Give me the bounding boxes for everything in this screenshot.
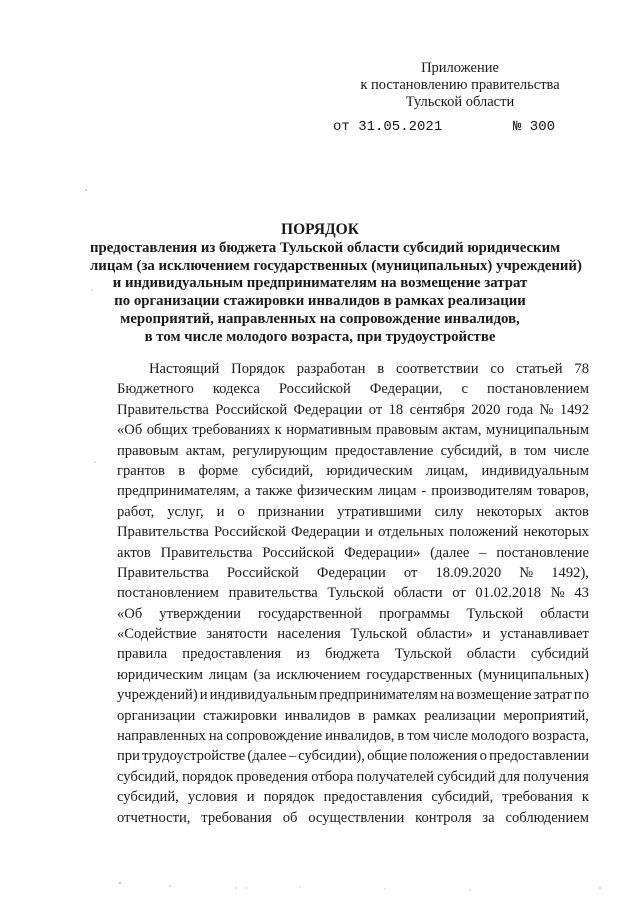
body-word: направленных xyxy=(117,728,206,745)
body-word: том xyxy=(523,442,547,459)
body-word: субсидий, xyxy=(431,789,494,806)
body-word: постановление xyxy=(496,544,589,561)
body-word: (муниципальных) xyxy=(478,666,589,683)
body-word: 2020 xyxy=(471,401,501,418)
body-word: «Об xyxy=(117,422,143,439)
body-word: по xyxy=(573,687,589,704)
body-word: – xyxy=(479,544,487,561)
body-word: отчетности, xyxy=(117,809,191,826)
body-word: в xyxy=(397,728,405,745)
body-word: порядок xyxy=(182,768,233,785)
body-word: Тульской xyxy=(394,646,452,663)
body-word: Российской xyxy=(262,544,335,561)
body-word: форме xyxy=(198,462,239,479)
body-line xyxy=(117,604,589,624)
title-subtitle-line: лицам (за исключением государственных (муниципальных) учреждений) xyxy=(90,257,582,274)
body-word: услуг, xyxy=(167,503,204,520)
body-word: стажировки xyxy=(203,707,277,724)
body-word: Российской xyxy=(213,524,286,541)
body-line xyxy=(117,481,589,501)
body-word: муниципальным xyxy=(485,422,589,439)
date-number-line xyxy=(333,119,568,135)
body-word: Правительства xyxy=(117,564,209,581)
body-word: соответствии xyxy=(396,361,479,377)
body-word: числе xyxy=(553,442,589,459)
body-word: предпринимателям, xyxy=(117,483,240,500)
body-word: лицам xyxy=(377,483,417,500)
body-word: и xyxy=(199,687,208,704)
body-word: осуществлении xyxy=(308,809,405,826)
appendix-line: Приложение xyxy=(421,60,499,76)
document-number: № 300 xyxy=(513,119,556,135)
body-word: на xyxy=(208,728,224,745)
title-subtitle-line: мероприятий, направленных на сопровождение инвалидов, xyxy=(120,310,520,327)
body-word: лицам xyxy=(208,666,248,683)
body-word: условия xyxy=(187,789,238,806)
body-word: регулирующим xyxy=(232,442,328,459)
body-word: положений xyxy=(449,524,519,541)
body-word: - xyxy=(421,483,427,500)
body-word: Настоящий xyxy=(149,361,220,377)
body-word: устанавливает xyxy=(500,626,589,643)
body-word: предоставлении xyxy=(489,748,589,765)
body-word: силу xyxy=(434,503,464,520)
body-word: – xyxy=(288,748,297,765)
body-word: Тульской xyxy=(327,585,385,602)
body-word: государственных xyxy=(366,666,473,683)
body-word: отдельных xyxy=(378,524,445,541)
body-word: Российской xyxy=(215,401,288,418)
body-word: юридическим xyxy=(117,666,204,683)
body-word: предпринимателям xyxy=(319,687,438,704)
body-paragraph xyxy=(117,359,589,828)
body-line xyxy=(117,644,589,664)
body-word: Тульской xyxy=(350,626,408,643)
body-word: Правительства xyxy=(160,544,253,561)
body-word: сентября xyxy=(409,401,465,418)
body-word: субсидий xyxy=(530,646,589,663)
body-word: положения xyxy=(409,748,478,765)
body-word: 18.09.2020 xyxy=(435,564,502,581)
body-word: от xyxy=(368,401,383,418)
body-word: постановлением xyxy=(117,585,219,602)
title-subtitle-line: предоставления из бюджета Тульской области субсидий юридическим xyxy=(90,239,561,256)
body-word: 43 xyxy=(574,585,589,602)
body-word: субсидий xyxy=(437,768,496,785)
body-word: рамках xyxy=(372,707,417,724)
body-word: субсидий, xyxy=(117,768,179,785)
body-word: правительства xyxy=(228,585,318,602)
body-word: возраста, xyxy=(532,728,589,745)
body-word: актов xyxy=(117,544,151,561)
body-word: трудоустройстве xyxy=(142,748,246,765)
body-word: организации xyxy=(117,707,196,724)
body-word: (далее xyxy=(247,748,287,765)
body-word: работ, xyxy=(117,503,155,520)
body-word: 1492 xyxy=(559,401,589,418)
body-line xyxy=(117,665,589,685)
body-word: № xyxy=(550,585,565,602)
body-word: в xyxy=(178,462,186,479)
body-word: отбора xyxy=(311,768,354,785)
body-word: 78 xyxy=(574,361,589,377)
body-word: статьей xyxy=(516,361,563,377)
body-word: предоставление xyxy=(334,442,434,459)
body-word: субсидии), xyxy=(298,748,365,765)
body-word: и xyxy=(365,524,373,541)
body-word: Порядок xyxy=(231,361,285,377)
body-word: контроля xyxy=(415,809,472,826)
body-word: учреждений) xyxy=(117,687,198,704)
body-line xyxy=(117,563,589,583)
body-word: грантов xyxy=(117,462,165,479)
body-word: субсидий, xyxy=(251,462,314,479)
body-word: некоторых xyxy=(523,524,589,541)
body-word: области xyxy=(393,585,443,602)
body-line xyxy=(117,787,589,807)
body-word: актов xyxy=(555,503,589,520)
body-word: проведения xyxy=(236,768,308,785)
body-word: лицам, xyxy=(425,462,469,479)
body-word: индивидуальным xyxy=(209,687,318,704)
body-word: об xyxy=(282,809,298,826)
body-line xyxy=(117,522,589,542)
body-line xyxy=(117,543,589,563)
body-word: Федерации xyxy=(291,524,360,541)
body-word: «Об xyxy=(117,605,143,622)
body-word: индивидуальным xyxy=(481,462,589,479)
body-line xyxy=(117,379,589,399)
body-line xyxy=(117,808,589,828)
body-word: в xyxy=(358,707,366,724)
body-word: исключением xyxy=(276,666,361,683)
body-word: 1492), xyxy=(551,564,589,581)
body-word: Тульской xyxy=(466,605,524,622)
body-word: утратившими xyxy=(337,503,422,520)
body-word: к xyxy=(581,789,589,806)
body-word: актам, xyxy=(185,442,226,459)
body-word: 18 xyxy=(388,401,404,418)
body-line xyxy=(117,746,589,766)
body-word: требования xyxy=(201,809,272,826)
body-word: сопровождение xyxy=(226,728,323,745)
body-word: в xyxy=(509,442,517,459)
body-word: и xyxy=(482,626,491,643)
body-word: мероприятий, xyxy=(503,707,589,724)
body-word: некоторых xyxy=(476,503,543,520)
body-word: со xyxy=(490,361,505,377)
body-word: года xyxy=(506,401,534,418)
body-word: при xyxy=(117,748,140,765)
body-word: государственной xyxy=(257,605,362,622)
body-word: признании xyxy=(257,503,325,520)
body-word: для xyxy=(498,768,520,785)
body-word: Правительства xyxy=(117,401,209,418)
body-word: молодого xyxy=(471,728,530,745)
body-word: производителям xyxy=(431,483,533,500)
body-word: товаров, xyxy=(537,483,589,500)
body-word: физическим xyxy=(297,483,373,500)
body-word: и xyxy=(246,789,255,806)
body-line xyxy=(117,767,589,787)
body-word: порядок xyxy=(263,789,315,806)
body-word: 01.02.2018 xyxy=(475,585,542,602)
body-line xyxy=(117,441,589,461)
body-word: том xyxy=(407,728,430,745)
body-word: за xyxy=(482,809,495,826)
body-word: Федерации xyxy=(293,401,363,418)
body-word: получателей xyxy=(356,768,434,785)
body-word: Федерации» xyxy=(344,544,421,561)
body-word: № xyxy=(519,564,534,581)
body-word: области xyxy=(540,605,589,622)
body-line xyxy=(117,583,589,603)
body-word: программы xyxy=(379,605,450,622)
body-word: актам, xyxy=(442,422,482,439)
body-word: от xyxy=(452,585,466,602)
body-word: реализации xyxy=(424,707,496,724)
body-word: а xyxy=(244,483,251,500)
body-word: субсидий, xyxy=(440,442,503,459)
body-word: требования xyxy=(502,789,573,806)
appendix-block xyxy=(340,60,580,111)
body-word: Российской xyxy=(226,564,299,581)
body-word: в xyxy=(377,361,385,377)
body-word: правила xyxy=(117,646,168,663)
body-word: нормативным xyxy=(286,422,372,439)
body-word: Федерации xyxy=(316,564,386,581)
body-line xyxy=(117,502,589,522)
document-title xyxy=(90,221,582,347)
body-word: утверждении xyxy=(159,605,241,622)
body-word: о xyxy=(237,503,245,520)
body-word: соблюдением xyxy=(505,809,589,826)
body-word: возмещение xyxy=(456,687,532,704)
body-word: области» xyxy=(416,626,473,643)
body-line xyxy=(117,706,589,726)
body-word: к xyxy=(274,422,282,439)
title-subtitle-line: и индивидуальным предпринимателям на возмещение затрат xyxy=(112,275,528,292)
body-word: постановлением xyxy=(487,381,589,398)
body-word: области xyxy=(466,646,516,663)
body-word: числе xyxy=(432,728,469,745)
body-word: Правительства xyxy=(117,524,209,541)
body-word: и xyxy=(216,503,225,520)
body-line xyxy=(117,400,589,420)
body-word: разработан xyxy=(296,361,366,377)
body-word: инвалидов xyxy=(284,707,351,724)
body-word: населения xyxy=(277,626,341,643)
body-word: занятости xyxy=(206,626,268,643)
body-word: (за xyxy=(253,666,271,683)
body-word: юридическим xyxy=(326,462,413,479)
body-word: от xyxy=(403,564,418,581)
body-word: требованиях xyxy=(192,422,271,439)
title-main: ПОРЯДОК xyxy=(281,221,359,238)
body-word: бюджета xyxy=(325,646,380,663)
title-subtitle-line: в том числе молодого возраста, при трудоустройстве xyxy=(144,328,496,345)
document-date: от 31.05.2021 xyxy=(333,119,443,135)
body-word: Бюджетного xyxy=(117,381,194,398)
body-word: на xyxy=(439,687,455,704)
body-word: предоставления xyxy=(182,646,282,663)
body-line xyxy=(117,685,589,705)
body-word: правовым xyxy=(376,422,438,439)
body-line xyxy=(117,726,589,746)
body-word: с xyxy=(461,381,468,398)
body-line xyxy=(117,359,589,379)
appendix-line: Тульской области xyxy=(405,94,515,110)
body-word: кодекса xyxy=(212,381,260,398)
body-word: также xyxy=(255,483,293,500)
body-word: о xyxy=(479,748,487,765)
body-word: субсидий, xyxy=(117,789,179,806)
appendix-line: к постановлению правительства xyxy=(360,77,560,93)
body-word: затрат xyxy=(533,687,572,704)
body-word: № xyxy=(539,401,554,418)
body-word: общих xyxy=(146,422,188,439)
body-line xyxy=(117,461,589,481)
body-word: Российской xyxy=(278,381,351,398)
body-word: получения xyxy=(523,768,589,785)
body-word: предоставления xyxy=(323,789,423,806)
body-word: общие xyxy=(367,748,408,765)
body-line xyxy=(117,420,589,440)
body-word: «Содействие xyxy=(117,626,197,643)
body-word: инвалидов, xyxy=(325,728,395,745)
body-word: (далее xyxy=(430,544,470,561)
body-word: из xyxy=(296,646,310,663)
body-word: Федерации, xyxy=(369,381,443,398)
body-line xyxy=(117,624,589,644)
body-word: правовым xyxy=(117,442,179,459)
title-subtitle-line: по организации стажировки инвалидов в рамках реализации xyxy=(114,293,526,310)
